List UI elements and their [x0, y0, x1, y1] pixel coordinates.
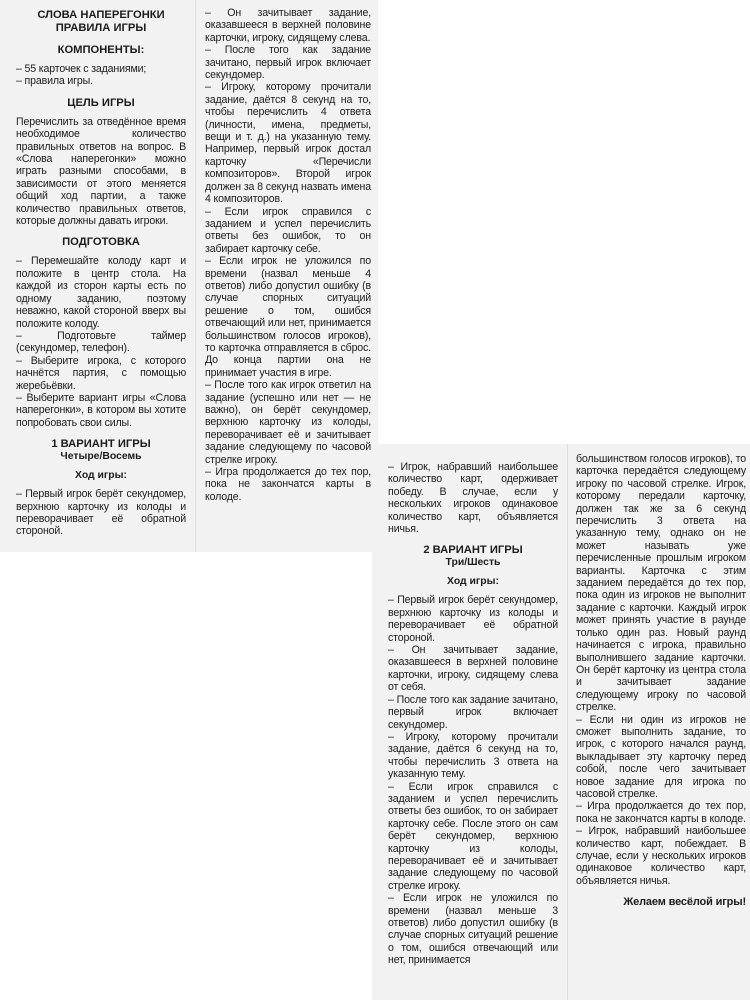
components-item: – 55 карточек с заданиями;: [16, 63, 147, 75]
variant2-step: – Первый игрок берёт секундомер, верхнюю карточку из колоды и переворачивает её обратной стороной.: [388, 594, 558, 644]
variant1-step: – Он зачитывает задание, оказавшееся в верхней половине карточки, игроку, сидящему слева.: [205, 7, 371, 44]
column-left: [16, 9, 186, 538]
variant2-step: – После того как задание зачитано, первый игрок включает секундомер.: [388, 693, 558, 731]
column-left: [388, 461, 558, 967]
prep-heading: ПОДГОТОВКА: [62, 236, 140, 249]
variant2-step: – Он зачитывает задание, оказавшееся в верхней половине карточки, игроку, сидящему слева от себя.: [388, 644, 558, 694]
variant1-step: – Первый игрок берёт секундомер, верхнюю карточку из колоды и переворачивает её обратной стороной.: [16, 488, 186, 538]
variant1-moves-heading: Ход игры:: [75, 469, 127, 481]
goal-text: Перечислить за отведённое время необходимое количество правильных ответов на вопрос. В «Слова наперегонки» можно играть разными способами, в зависимости от этого меняется общий ход партии, а также количество правильных ответов, которые должны давать игроки.: [16, 115, 186, 228]
variant1-step: – После того как игрок ответил на задание (успешно или нет — не важно), он берёт секундомер, верхнюю карточку из колоды, переворачивает её и зачитывает задание следующему по часовой стрелке игроку.: [205, 379, 371, 466]
prep-item: – Подготовьте таймер (секундомер, телефон).: [16, 329, 186, 355]
rules-sheet-back: [372, 444, 750, 1000]
variant2-heading: 2 ВАРИАНТ ИГРЫ: [423, 544, 523, 557]
components-heading: КОМПОНЕНТЫ:: [57, 44, 145, 56]
variant1-step: – Игра продолжается до тех пор, пока не закончатся карты в колоде.: [205, 466, 371, 503]
variant2-step: – Игроку, которому прочитали задание, даётся 6 секунд на то, чтобы перечислить 3 ответа на указанную тему.: [388, 730, 558, 781]
variant1-step: – Игрок, набравший наибольшее количество карт, одерживает победу. В случае, если у нескольких игроков одинаковое количество карт, объявляется ничья.: [388, 461, 558, 536]
variant1-heading: 1 ВАРИАНТ ИГРЫ: [51, 438, 151, 451]
game-title: СЛОВА НАПЕРЕГОНКИ: [37, 9, 165, 21]
variant1-step: – Если игрок не уложился по времени (назвал меньше 4 ответов) либо допустил ошибку (в случае спорных ситуаций решение о том, ошибся отвечающий или нет, принимается большинством голосов игроков), то карточка отправляется в сброс. До конца партии она не принимает участия в игре.: [205, 255, 371, 379]
variant1-step: – После того как задание зачитано, первый игрок включает секундомер.: [205, 44, 371, 82]
prep-item: – Перемешайте колоду карт и положите в центр стола. На каждой из сторон карты есть по одному заданию, поэтому неважно, какой стороной вверх вы положите колоду.: [16, 255, 186, 330]
column-right: [205, 7, 371, 503]
variant2-step: – Если игрок не уложился по времени (назвал меньше 3 ответов) либо допустил ошибку (в случае спорных ситуаций решение о том, ошибся отвечающий или нет, принимается: [388, 892, 558, 967]
closing-wish: Желаем весёлой игры!: [623, 896, 746, 909]
variant2-step: большинством голосов игроков), то карточка передаётся следующему игроку по часовой стрелке. Игрок, которому передали карточку, должен так же за 6 секунд перечислить 3 ответа на указанную тему, однако он не может называть уже перечисленные прошлым игроком варианты. Карточка с этим заданием передаётся до тех пор, пока один из игроков не выполнит задание с карточки. Каждый игрок может принять участие в раунде только один раз. Новый раунд начинается с игрока, правильно выполнившего задание карточки. Он берёт карточку из центра стола и зачитывает задание следующему игроку по часовой стрелке.: [576, 453, 746, 714]
column-divider: [195, 0, 196, 552]
column-divider: [567, 444, 568, 1000]
rules-title: ПРАВИЛА ИГРЫ: [55, 22, 147, 34]
prep-item: – Выберите игрока, с которого начнётся партия, с помощью жеребьёвки.: [16, 354, 186, 392]
variant2-moves-heading: Ход игры:: [447, 575, 499, 587]
column-right: [576, 453, 746, 909]
variant1-step: – Игроку, которому прочитали задание, даётся 8 секунд на то, чтобы перечислить 4 ответа (личности, имена, предметы, вещи и т. д.) на указанную тему. Например, первый игрок достал карточку «Перечисли композиторов». Второй игрок должен за 8 секунд назвать имена 4 композиторов.: [205, 81, 371, 206]
variant1-step: – Если игрок справился с заданием и успел перечислить ответы без ошибок, то он забирает карточку себе.: [205, 205, 371, 255]
variant2-subheading: Три/Шесть: [445, 557, 501, 569]
variant2-step: – Если игрок справился с заданием и успел перечислить ответы без ошибок, то он забирает карточку себе. После этого он сам берёт секундомер, верхнюю карточку из колоды, переворачивает её и зачитывает задание следующему по часовой стрелке игроку.: [388, 780, 558, 892]
variant1-subheading: Четыре/Восемь: [60, 451, 142, 463]
variant2-step: – Если ни один из игроков не сможет выполнить задание, то игрок, с которого начался раунд, выкладывает эту карточку перед собой, после чего зачитывает новое задание для игрока по часовой стрелке.: [576, 713, 746, 800]
components-item: – правила игры.: [16, 75, 93, 88]
prep-item: – Выберите вариант игры «Слова наперегонки», в котором вы хотите попробовать свои силы.: [16, 391, 186, 429]
goal-heading: ЦЕЛЬ ИГРЫ: [67, 96, 135, 109]
variant2-step: – Игра продолжается до тех пор, пока не закончатся карты в колоде.: [576, 800, 746, 825]
variant2-step: – Игрок, набравший наибольшее количество карт, побеждает. В случае, если у нескольких игроков одинаковое количество карт, объявляется ничья.: [576, 825, 746, 887]
rules-sheet-front: [0, 0, 378, 552]
